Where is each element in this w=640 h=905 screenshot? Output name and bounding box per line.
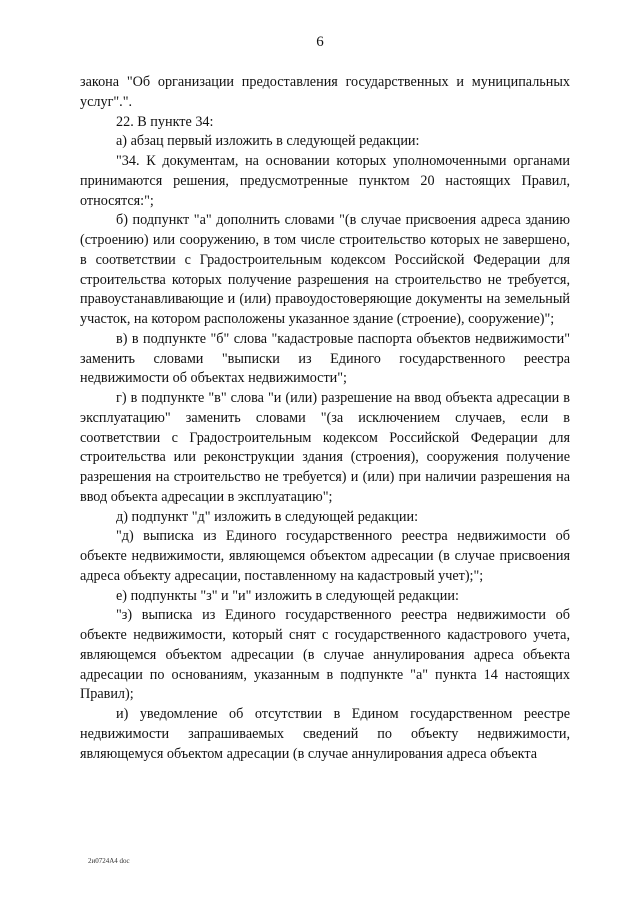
paragraph-subitem-v: в) в подпункте "б" слова "кадастровые паспорта объектов недвижимости" заменить словами "выписки из Единого государственного реестра недвижимости об объектах недвижимости";: [80, 330, 570, 387]
paragraph-subitem-e: е) подпункты "з" и "и" изложить в следующей редакции:: [116, 587, 459, 604]
paragraph-quote-34: "34. К документам, на основании которых уполномоченными органами принимаются решения, предусмотренные пунктом 20 настоящих Правил, относятся:";: [80, 153, 570, 209]
paragraph-item-22: 22. В пункте 34:: [116, 113, 214, 130]
paragraph-subitem-g: г) в подпункте "в" слова "и (или) разрешение на ввод объекта адресации в эксплуатацию" заменить словами "(за исключением случаев, если в соответствии с Градостроительным кодексом Российской Федерации для строительства или реконструкции здания (строения), сооружения получение разрешения на строительство не требуется) и (или) при наличии разрешения на ввод объекта адресации в эксплуатацию";: [80, 390, 570, 505]
paragraph-law-reference: закона "Об организации предоставления государственных и муниципальных услуг".".: [80, 74, 570, 110]
paragraph-subitem-a: а) абзац первый изложить в следующей редакции:: [116, 133, 420, 150]
document-body: [80, 73, 570, 764]
paragraph-quote-z: "з) выписка из Единого государственного реестра недвижимости об объекте недвижимости, который снят с государственного кадастрового учета, являющемся объектом адресации (в случае аннулирования адреса объекта адресации по основаниям, указанным в подпункте "а" пункта 14 настоящих Правил);: [80, 607, 570, 703]
page-number: 6: [316, 34, 324, 50]
paragraph-subitem-d: д) подпункт "д" изложить в следующей редакции:: [116, 508, 419, 525]
paragraph-quote-i: и) уведомление об отсутствии в Едином государственном реестре недвижимости запрашиваемых сведений по объекту недвижимости, являющемуся объектом адресации (в случае аннулирования адреса объекта: [80, 706, 570, 762]
paragraph-quote-d: "д) выписка из Единого государственного реестра недвижимости об объекте недвижимости, являющемся объектом адресации (в случае присвоения адреса объекту адресации, поставленному на кадастровый учет);";: [80, 528, 570, 584]
file-name-footer: 2и0724А4 doc: [88, 857, 130, 865]
paragraph-subitem-b: б) подпункт "а" дополнить словами "(в случае присвоения адреса зданию (строению) или сооружению, в том числе строительство которых не завершено, в соответствии с Градостроительным кодексом Российской Федерации для строительства которых получение разрешения на строительство не требуется, правоустанавливающие и (или) правоудостоверяющие документы на земельный участок, на котором расположены указанное здание (строение), сооружение)";: [80, 212, 570, 327]
